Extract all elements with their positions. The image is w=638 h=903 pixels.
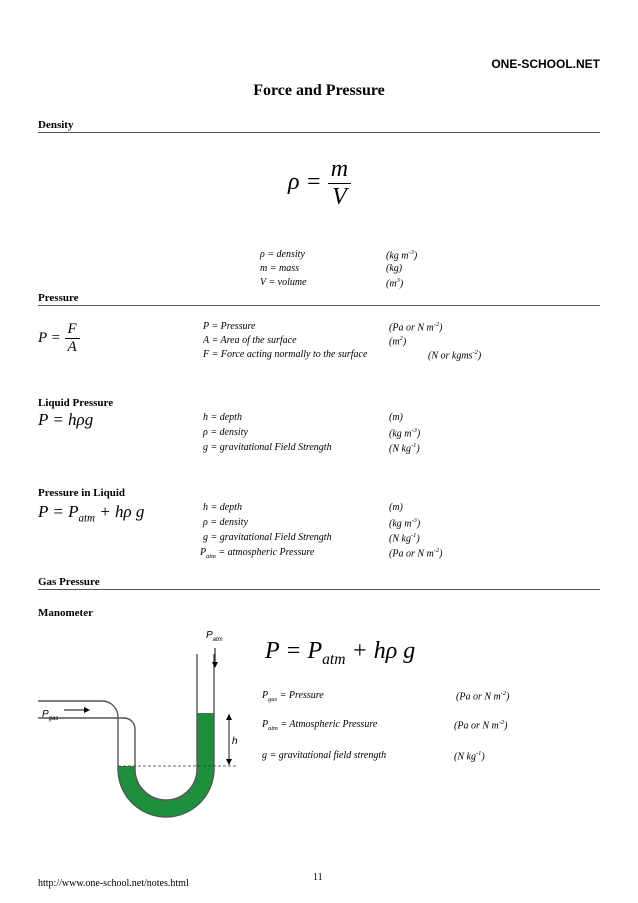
- liquid-pressure-definitions: h = depth (m) ρ = density (kg $m^{-3}$) g = gravitational Field Strength (N $kg^{-1}$): [203, 412, 421, 455]
- pressure-in-liquid-formula: $P = P_{atm} + h\rho$ g: [38, 502, 145, 525]
- formula-fraction: [328, 156, 351, 211]
- liquid-pressure-heading: Liquid Pressure: [38, 397, 114, 409]
- pressure-heading: Pressure: [38, 292, 79, 304]
- gas-arrowhead: [84, 707, 90, 713]
- formula-equals: =: [305, 169, 322, 196]
- manometer-formula: $P = P_{atm} + h\rho$ g: [265, 638, 416, 668]
- formula-rho: ρ: [288, 169, 300, 196]
- density-heading: Density: [38, 119, 74, 131]
- divider: [38, 132, 600, 133]
- def-unit: (kg $m^{-3}$): [386, 249, 418, 262]
- site-brand: ONE-SCHOOL.NET: [491, 57, 600, 71]
- def-row: ρ = density: [260, 249, 305, 260]
- pressure-formula: P = $\frac{F}{A}$: [38, 321, 80, 356]
- formula-numerator: m: [328, 156, 351, 184]
- pressure-in-liquid-definitions: h = depth (m) ρ = density (kg $m^{-3}$) g = gravitational Field Strength (N $kg^{-1}$) $P_{atm}$ = atmospheric Pressure (Pa or N $m^{-2}$): [200, 502, 443, 560]
- page-number: 11: [313, 872, 323, 883]
- density-definitions: [260, 249, 460, 294]
- h-label: h: [232, 736, 238, 747]
- pgas-label: $P_{gas}$: [42, 709, 59, 722]
- manometer-heading: Manometer: [38, 607, 93, 619]
- def-unit: $(m^3)$: [386, 277, 404, 290]
- manometer-diagram: [38, 624, 258, 824]
- formula-denominator: V: [332, 184, 347, 210]
- pressure-definitions: P = Pressure (Pa or N $m^{-2}$) A = Area of the surface $(m^2)$ F = Force acting normally to the surface (N or kgms$^{-2}$): [203, 321, 482, 362]
- atm-arrowhead: [212, 662, 218, 668]
- h-arrowhead-up: [226, 714, 232, 720]
- liquid-pressure-formula: P = hρg: [38, 410, 94, 429]
- footer-url[interactable]: http://www.one-school.net/notes.html: [38, 878, 189, 889]
- divider: [38, 305, 600, 306]
- divider: [38, 589, 600, 590]
- density-formula: [288, 156, 351, 211]
- gas-pressure-heading: Gas Pressure: [38, 576, 100, 588]
- page-title: Force and Pressure: [253, 82, 385, 99]
- pressure-in-liquid-heading: Pressure in Liquid: [38, 487, 126, 499]
- def-row: m = mass: [260, 263, 299, 274]
- patm-label: $P_{atm}$: [206, 630, 223, 643]
- def-row: V = volume: [260, 277, 307, 288]
- h-arrowhead-down: [226, 759, 232, 765]
- def-unit: (kg): [386, 263, 403, 274]
- liquid-fill: [118, 713, 214, 817]
- manometer-definitions: $P_{gas}$ = Pressure (Pa or N $m^{-2}$) $P_{atm}$ = Atmospheric Pressure (Pa or N $m^{-2}$) g = gravitational field strength (N $kg^{-1}$): [262, 690, 510, 763]
